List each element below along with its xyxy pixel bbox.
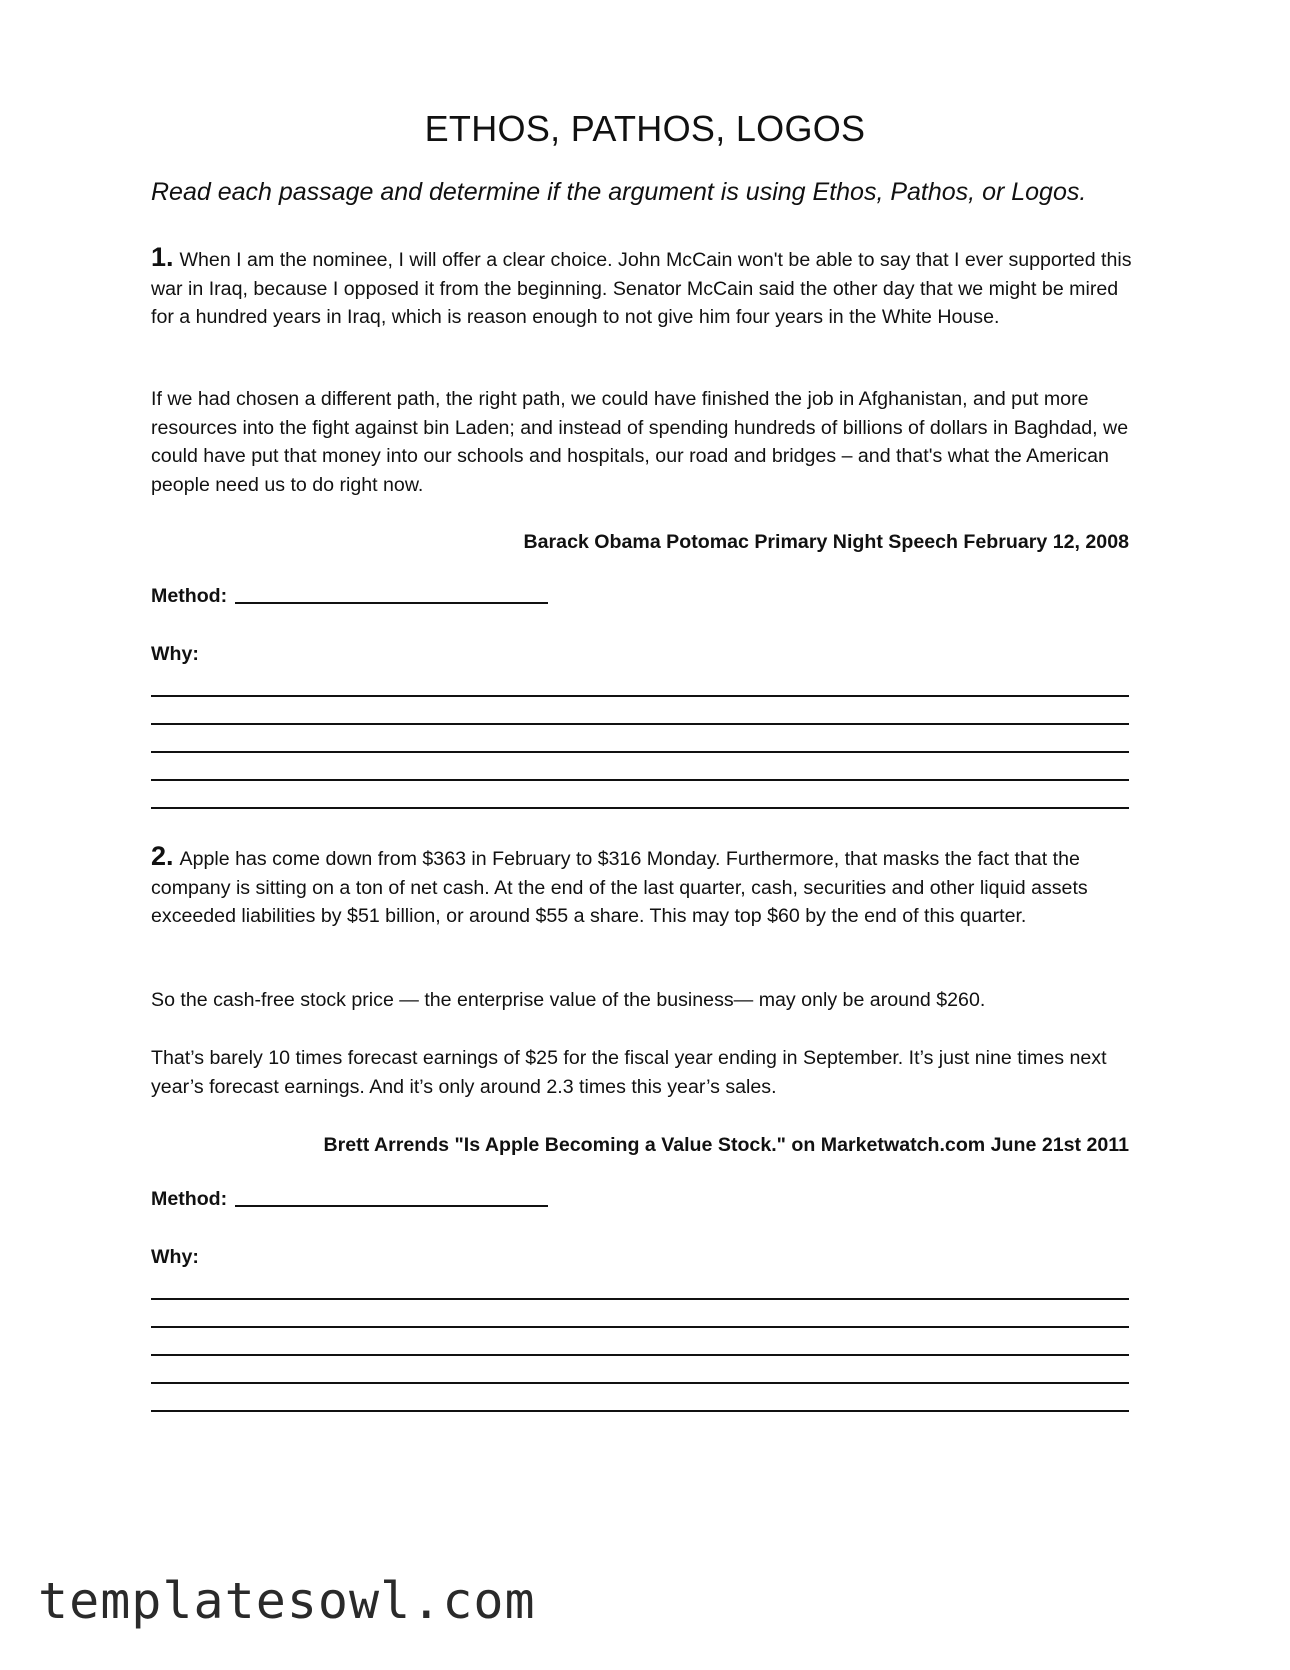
question-2-number: 2.	[151, 841, 174, 871]
question-1-why-line[interactable]	[151, 807, 1129, 809]
question-2-why-line[interactable]	[151, 1354, 1129, 1356]
question-1-why-line[interactable]	[151, 695, 1129, 697]
question-1-why-line[interactable]	[151, 723, 1129, 725]
question-2-why-row	[151, 1246, 199, 1269]
watermark: templatesowl.com	[38, 1572, 536, 1630]
question-1-source: Barack Obama Potomac Primary Night Speech February 12, 2008	[523, 531, 1129, 553]
question-1-paragraph-2: If we had chosen a different path, the right path, we could have finished the job in Afghanistan, and put more resources into the fight against bin Laden; and instead of spending hundreds of billions of dollars in Baghdad, we could have put that money into our schools and hospitals, our road and bridges – and that's what the American people need us to do right now.	[151, 388, 1129, 496]
page-title: ETHOS, PATHOS, LOGOS	[424, 108, 866, 149]
question-2-paragraph-2: So the cash-free stock price — the enterprise value of the business— may only be around $260.	[151, 989, 986, 1011]
question-1-number: 1.	[151, 242, 174, 272]
question-2-paragraph-3: That’s barely 10 times forecast earnings of $25 for the fiscal year ending in September. It’s just nine times next year’s forecast earnings. And it’s only around 2.3 times this year’s sales.	[151, 1047, 1107, 1098]
question-2-why-line[interactable]	[151, 1382, 1129, 1384]
question-2-why-line[interactable]	[151, 1326, 1129, 1328]
question-2-why-line[interactable]	[151, 1410, 1129, 1412]
question-2-source: Brett Arrends "Is Apple Becoming a Value Stock." on Marketwatch.com June 21st 2011	[323, 1134, 1129, 1156]
question-2-method-row	[151, 1188, 548, 1211]
question-1-paragraph-1: 1. When I am the nominee, I will offer a clear choice. John McCain won't be able to say that I ever supported this war in Iraq, because I opposed it from the beginning. Senator McCain said the other day that we might be mired for a hundred years in Iraq, which is reason enough to not give him four years in the White House.	[151, 242, 1132, 328]
question-1-why-line[interactable]	[151, 779, 1129, 781]
question-1-why-row	[151, 643, 199, 666]
question-2-method-answer-line[interactable]	[235, 1205, 548, 1207]
question-2-paragraph-1: 2. Apple has come down from $363 in February to $316 Monday. Furthermore, that masks the fact that the company is sitting on a ton of net cash. At the end of the last quarter, cash, securities and other liquid assets exceeded liabilities by $51 billion, or around $55 a share. This may top $60 by the end of this quarter.	[151, 841, 1088, 927]
question-1-method-answer-line[interactable]	[235, 602, 548, 604]
question-1-why-line[interactable]	[151, 751, 1129, 753]
question-2-why-line[interactable]	[151, 1298, 1129, 1300]
question-1-method-label: Method:	[151, 585, 228, 607]
question-2-method-label: Method:	[151, 1188, 228, 1210]
question-1-method-row	[151, 585, 548, 608]
instructions: Read each passage and determine if the argument is using Ethos, Pathos, or Logos.	[151, 178, 1087, 206]
question-1-why-label: Why:	[151, 643, 199, 665]
question-2-why-label: Why:	[151, 1246, 199, 1268]
